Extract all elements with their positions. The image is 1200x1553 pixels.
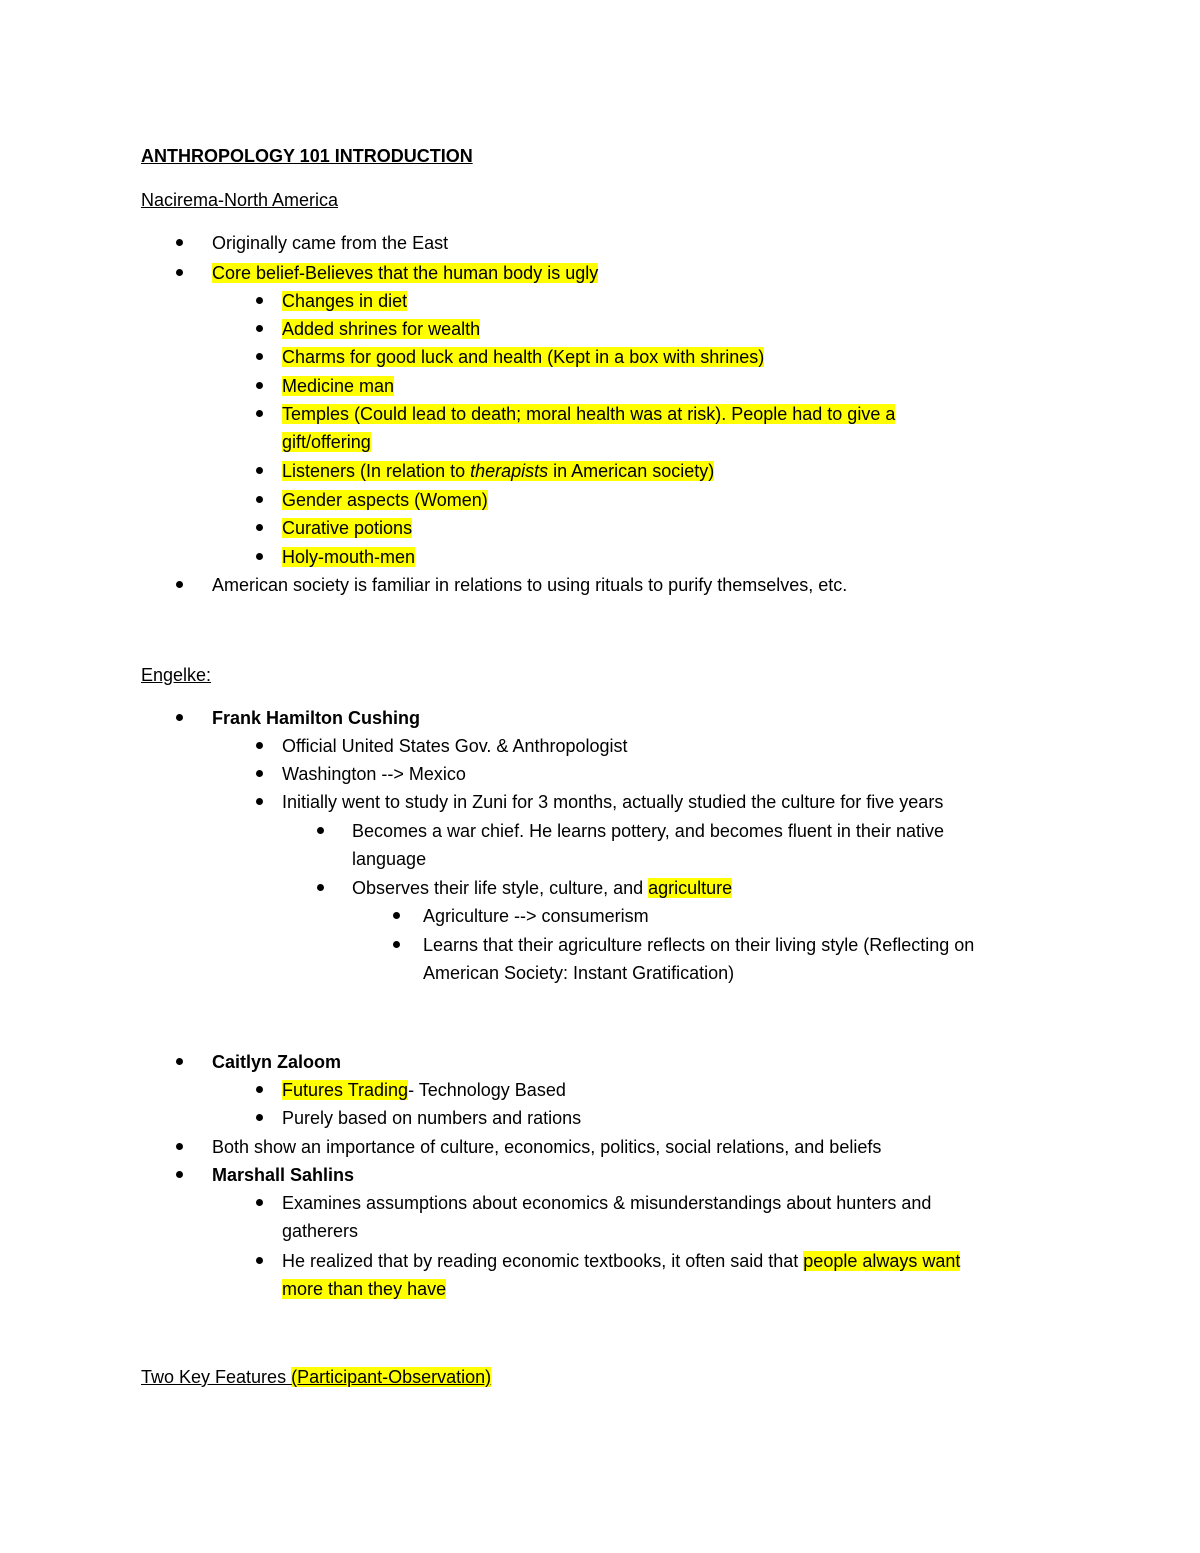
list-item: Agriculture --> consumerism [423, 906, 649, 926]
list-item [282, 546, 415, 568]
bullet [176, 1171, 183, 1178]
list-item [352, 877, 732, 899]
list-item [212, 262, 598, 284]
highlighted-text: people always want [803, 1251, 961, 1271]
list-item [282, 290, 407, 312]
bullet [256, 742, 263, 749]
list-item: Purely based on numbers and rations [282, 1108, 582, 1128]
list-item: Both show an importance of culture, economics, politics, social relations, and beliefs [212, 1137, 882, 1157]
list-item [282, 318, 480, 340]
bullet [256, 798, 263, 805]
person-name: Caitlyn Zaloom [212, 1052, 342, 1072]
list-item [282, 1079, 566, 1101]
person-name: Frank Hamilton Cushing [212, 708, 421, 728]
section-heading-engelke: Engelke: [141, 665, 212, 685]
list-item-continuation [282, 431, 371, 453]
document-title: ANTHROPOLOGY 101 INTRODUCTION [141, 146, 473, 166]
highlighted-text: Curative potions [282, 518, 413, 538]
text-fragment: He realized that by reading economic textbooks, it often said that [282, 1251, 804, 1271]
bullet [317, 884, 324, 891]
list-item: Washington --> Mexico [282, 764, 466, 784]
bullet [176, 714, 183, 721]
bullet [256, 1086, 263, 1093]
bullet [256, 496, 263, 503]
list-item [282, 403, 895, 425]
bullet [176, 269, 183, 276]
bullet [256, 1199, 263, 1206]
highlighted-text: Charms for good luck and health (Kept in a box with shrines) [282, 347, 765, 367]
highlighted-text: Temples (Could lead to death; moral health was at risk). People had to give a [282, 404, 896, 424]
bullet [256, 410, 263, 417]
highlighted-text: (Participant-Observation) [291, 1367, 492, 1387]
list-item [282, 460, 714, 482]
bullet [393, 912, 400, 919]
list-item-continuation: American Society: Instant Gratification) [423, 963, 735, 983]
highlighted-text: Holy-mouth-men [282, 547, 416, 567]
person-name: Marshall Sahlins [212, 1165, 355, 1185]
highlighted-text: Changes in diet [282, 291, 408, 311]
list-item: Becomes a war chief. He learns pottery, and becomes fluent in their native [352, 821, 944, 841]
list-item [282, 346, 764, 368]
bullet [256, 353, 263, 360]
list-item [282, 375, 394, 397]
highlighted-text: Added shrines for wealth [282, 319, 481, 339]
highlighted-text: gift/offering [282, 432, 371, 452]
highlighted-text: agriculture [648, 878, 733, 898]
list-item-continuation: language [352, 849, 427, 869]
bullet [256, 467, 263, 474]
bullet [176, 1143, 183, 1150]
list-item [282, 1250, 960, 1272]
list-item-continuation [282, 1278, 446, 1300]
bullet [176, 239, 183, 246]
bullet [256, 382, 263, 389]
bullet [317, 827, 324, 834]
bullet [176, 581, 183, 588]
bullet [256, 553, 263, 560]
list-item: Examines assumptions about economics & misunderstandings about hunters and [282, 1193, 932, 1213]
list-item [282, 517, 412, 539]
text-fragment: Observes their life style, culture, and [352, 878, 649, 898]
list-item [282, 489, 488, 511]
list-item: Learns that their agriculture reflects on their living style (Reflecting on [423, 935, 975, 955]
section-heading-nacirema: Nacirema-North America [141, 190, 339, 210]
list-item: Initially went to study in Zuni for 3 months, actually studied the culture for five years [282, 792, 944, 812]
highlighted-text: Gender aspects (Women) [282, 490, 488, 510]
text-fragment: Two Key Features [141, 1367, 292, 1387]
bullet [176, 1058, 183, 1065]
bullet [256, 770, 263, 777]
bullet [256, 524, 263, 531]
highlighted-text [282, 461, 714, 481]
bullet [256, 1257, 263, 1264]
italic-text: therapists [470, 461, 549, 481]
highlighted-text: more than they have [282, 1279, 447, 1299]
text-fragment: in American society) [548, 461, 715, 481]
list-item: Official United States Gov. & Anthropologist [282, 736, 628, 756]
text-fragment: - Technology Based [408, 1080, 566, 1100]
list-item: Originally came from the East [212, 233, 449, 253]
bullet [256, 297, 263, 304]
highlighted-text: Futures Trading [282, 1080, 409, 1100]
bullet [393, 941, 400, 948]
bullet [256, 325, 263, 332]
bullet [256, 1114, 263, 1121]
text-fragment: Listeners (In relation to [282, 461, 471, 481]
list-item: American society is familiar in relations to using rituals to purify themselves, etc. [212, 575, 848, 595]
highlighted-text: Medicine man [282, 376, 395, 396]
list-item-continuation: gatherers [282, 1221, 359, 1241]
section-heading-features [141, 1366, 491, 1388]
highlighted-text: Core belief-Believes that the human body is ugly [212, 263, 599, 283]
